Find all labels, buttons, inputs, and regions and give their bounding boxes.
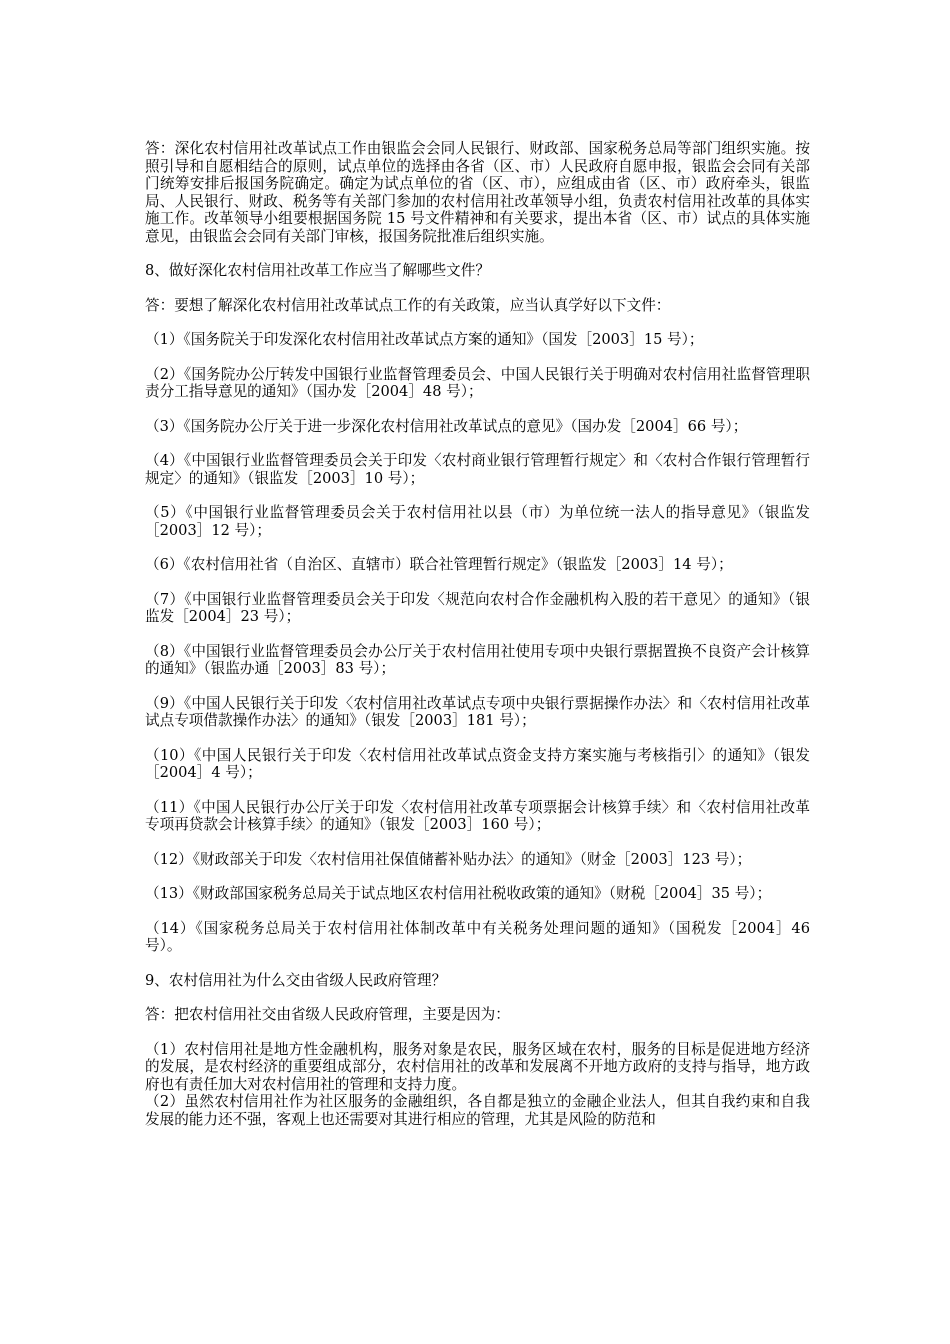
document-list-item-5: （5）《中国银行业监督管理委员会关于农村信用社以县（市）为单位统一法人的指导意见》（银监发［2003］12 号）； [145, 504, 810, 539]
answer-9-point-1: （1）农村信用社是地方性金融机构，服务对象是农民，服务区域在农村，服务的目标是促进地方经济的发展，是农村经济的重要组成部分，农村信用社的改革和发展离不开地方政府的支持与指导，地方政府也有责任加大对农村信用社的管理和支持力度。 [145, 1040, 810, 1093]
answer-7-paragraph: 答：深化农村信用社改革试点工作由银监会会同人民银行、财政部、国家税务总局等部门组织实施。按照引导和自愿相结合的原则，试点单位的选择由各省（区、市）人民政府自愿申报，银监会会同有关部门统筹安排后报国务院确定。确定为试点单位的省（区、市），应组成由省（区、市）政府牵头，银监局、人民银行、财政、税务等有关部门参加的农村信用社改革领导小组，负责农村信用社改革的具体实施工作。改革领导小组要根据国务院 15 号文件精神和有关要求，提出本省（区、市）试点的具体实施意见，由银监会会同有关部门审核，报国务院批准后组织实施。 [145, 140, 810, 245]
answer-9-intro: 答：把农村信用社交由省级人民政府管理，主要是因为： [145, 1006, 510, 1023]
document-list-item-10: （10）《中国人民银行关于印发〈农村信用社改革试点资金支持方案实施与考核指引〉的通知》（银发［2004］4 号）； [145, 746, 810, 781]
question-9-heading: 9、农村信用社为什么交由省级人民政府管理？ [145, 971, 447, 989]
document-list-item-4: （4）《中国银行业监督管理委员会关于印发〈农村商业银行管理暂行规定〉和〈农村合作银行管理暂行规定〉的通知》（银监发［2003］10 号）； [145, 452, 810, 487]
question-8-heading: 8、做好深化农村信用社改革工作应当了解哪些文件？ [145, 262, 490, 279]
document-list-item-11: （11）《中国人民银行办公厅关于印发〈农村信用社改革专项票据会计核算手续〉和〈农村信用社改革专项再贷款会计核算手续〉的通知》（银发［2003］160 号）； [145, 798, 810, 833]
answer-8-intro: 答：要想了解深化农村信用社改革试点工作的有关政策，应当认真学好以下文件： [145, 296, 671, 314]
document-list-item-7: （7）《中国银行业监督管理委员会关于印发〈规范向农村合作金融机构入股的若干意见〉的通知》（银监发［2004］23 号）； [145, 590, 810, 625]
document-list-item-1: （1）《国务院关于印发深化农村信用社改革试点方案的通知》（国发［2003］15 号）； [145, 331, 704, 348]
document-body [145, 140, 810, 1128]
document-list-item-9: （9）《中国人民银行关于印发〈农村信用社改革试点专项中央银行票据操作办法〉和〈农村信用社改革试点专项借款操作办法〉的通知》（银发［2003］181 号）； [145, 694, 810, 729]
answer-9-point-2: （2）虽然农村信用社作为社区服务的金融组织，各自都是独立的金融企业法人，但其自我约束和自我发展的能力还不强，客观上也还需要对其进行相应的管理，尤其是风险的防范和 [145, 1093, 810, 1128]
document-list-item-8: （8）《中国银行业监督管理委员会办公厅关于农村信用社使用专项中央银行票据置换不良资产会计核算的通知》（银监办通［2003］83 号）； [145, 642, 810, 677]
document-list-item-3: （3）《国务院办公厅关于进一步深化农村信用社改革试点的意见》（国办发［2004］66 号）； [145, 417, 748, 435]
document-list-item-6: （6）《农村信用社省（自治区、直辖市）联合社管理暂行规定》（银监发［2003］14 号）； [145, 556, 733, 573]
document-list-item-14: （14）《国家税务总局关于农村信用社体制改革中有关税务处理问题的通知》（国税发［2004］46 号）。 [145, 919, 810, 954]
document-list-item-2: （2）《国务院办公厅转发中国银行业监督管理委员会、中国人民银行关于明确对农村信用社监督管理职责分工指导意见的通知》（国办发［2004］48 号）； [145, 365, 810, 400]
document-list-item-13: （13）《财政部国家税务总局关于试点地区农村信用社税收政策的通知》（财税［2004］35 号）； [145, 885, 772, 902]
document-list-item-12: （12）《财政部关于印发〈农村信用社保值储蓄补贴办法〉的通知》（财金［2003］123 号）； [145, 850, 752, 868]
